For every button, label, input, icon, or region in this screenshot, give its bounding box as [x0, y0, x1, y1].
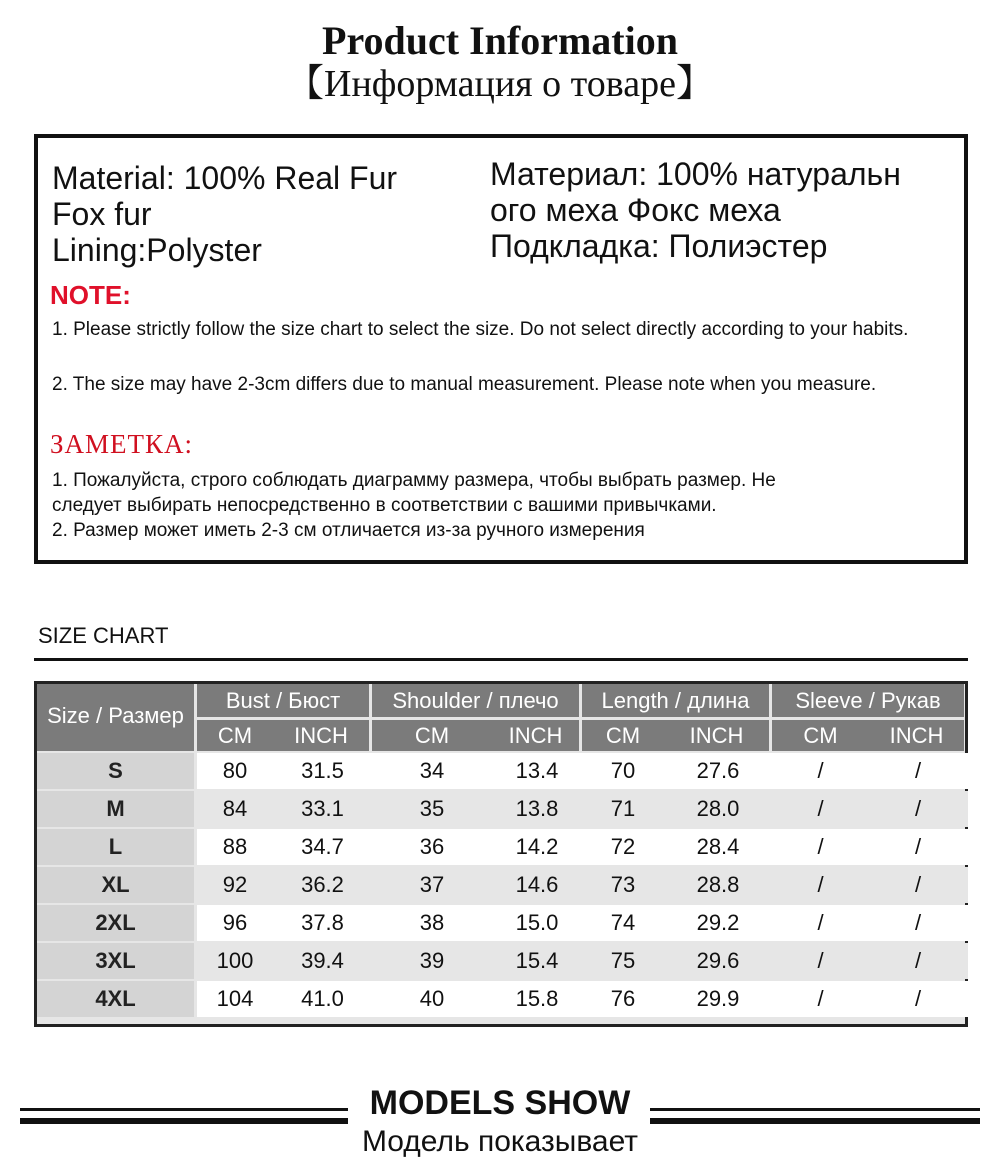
material-ru-line: Материал: 100% натуральн — [490, 156, 901, 192]
value-cell: 41.0 — [301, 986, 344, 1011]
value-cell: 33.1 — [301, 796, 344, 821]
size-cell: L — [37, 829, 194, 865]
size-cell: S — [37, 753, 194, 789]
size-cell: 2XL — [37, 905, 194, 941]
material-line — [52, 160, 397, 196]
value-cell: 74 — [610, 910, 636, 935]
value-cell: / — [817, 758, 824, 783]
value-cell: 71 — [610, 796, 636, 821]
column-group-header: Bust / Бюст — [197, 684, 369, 717]
value-cell: 36 — [419, 834, 445, 859]
value-cell: 29.6 — [696, 948, 740, 973]
value-cell: 13.8 — [515, 796, 559, 821]
product-info-box — [34, 134, 968, 564]
material-line — [52, 196, 397, 232]
value-cell: / — [914, 872, 922, 897]
unit-header: CM — [197, 720, 273, 751]
unit-header: CM — [772, 720, 869, 751]
value-cell: 14.2 — [515, 834, 559, 859]
material-label: Material — [52, 160, 166, 196]
value-cell: / — [817, 986, 824, 1011]
value-cell: / — [914, 758, 922, 783]
value-cell: 80 — [222, 758, 248, 783]
size-cell: 4XL — [37, 981, 194, 1017]
size-chart-title: SIZE CHART — [38, 623, 169, 648]
note-item-2: 2. The size may have 2-3cm differs due to manual measurement. Please note when you measure. — [52, 374, 877, 395]
unit-header: INCH — [492, 720, 579, 751]
size-cell: M — [37, 791, 194, 827]
value-cell: / — [914, 948, 922, 973]
value-cell: 28.4 — [696, 834, 740, 859]
size-chart-table — [34, 681, 968, 1027]
value-cell: 15.8 — [515, 986, 559, 1011]
value-cell: 35 — [419, 796, 445, 821]
page-title: Product Information — [322, 18, 678, 63]
value-cell: 13.4 — [515, 758, 559, 783]
value-cell: 76 — [610, 986, 636, 1011]
value-cell: 31.5 — [301, 758, 344, 783]
unit-header: INCH — [869, 720, 964, 751]
value-cell: 15.0 — [515, 910, 559, 935]
value-cell: / — [914, 796, 922, 821]
value-cell: 28.0 — [696, 796, 740, 821]
value-cell: / — [817, 872, 824, 897]
value-cell: 75 — [610, 948, 636, 973]
column-group-header: Shoulder / плечо — [372, 684, 579, 717]
note-ru-title: ЗАМЕТКА: — [50, 429, 194, 459]
value-cell: 88 — [222, 834, 248, 859]
value-cell: 84 — [222, 796, 248, 821]
note-ru — [52, 468, 952, 543]
value-cell: 34.7 — [301, 834, 344, 859]
value-cell: 15.4 — [515, 948, 559, 973]
value-cell: 40 — [419, 986, 445, 1011]
value-cell: 104 — [216, 986, 254, 1011]
size-cell: XL — [37, 867, 194, 903]
size-cell: 3XL — [37, 943, 194, 979]
material-ru — [490, 156, 950, 264]
value-cell: 14.6 — [515, 872, 559, 897]
value-cell: 73 — [610, 872, 636, 897]
value-cell: 36.2 — [301, 872, 344, 897]
value-cell: 28.8 — [696, 872, 740, 897]
lining-ru-line: Подкладка: Полиэстер — [490, 228, 828, 264]
value-cell: 70 — [610, 758, 636, 783]
value-cell: / — [914, 986, 922, 1011]
unit-header: CM — [582, 720, 664, 751]
lining-line — [52, 232, 397, 268]
note-ru-line: 1. Пожалуйста, строго соблюдать диаграмму размера, чтобы выбрать размер. Не — [52, 470, 776, 491]
note-ru-line: следует выбирать непосредственно в соответствии с вашими привычками. — [52, 495, 717, 516]
material-value: : 100% Real Fur — [165, 160, 398, 196]
material-ru-line: ого меха Фокс меха — [490, 192, 781, 228]
lining-label: Lining — [52, 232, 138, 268]
value-cell: 37 — [419, 872, 445, 897]
column-group-header: Length / длина — [582, 684, 769, 717]
unit-header: INCH — [273, 720, 369, 751]
note-ru-line: 2. Размер может иметь 2-3 см отличается из-за ручного измерения — [52, 520, 645, 541]
value-cell: 37.8 — [301, 910, 344, 935]
value-cell: / — [817, 796, 824, 821]
value-cell: / — [914, 910, 922, 935]
value-cell: 38 — [419, 910, 445, 935]
size-header: Size / Размер — [37, 684, 194, 751]
unit-header: INCH — [664, 720, 769, 751]
divider — [34, 658, 968, 661]
value-cell: 96 — [222, 910, 248, 935]
column-group-header: Sleeve / Рукав — [772, 684, 964, 717]
material-en — [52, 160, 397, 268]
value-cell: 34 — [419, 758, 445, 783]
value-cell: / — [914, 834, 922, 859]
page-title-ru: 【Информация о товаре】 — [286, 63, 714, 105]
models-show-subtitle: Модель показывает — [361, 1125, 639, 1158]
value-cell: 72 — [610, 834, 636, 859]
note-title: NOTE: — [50, 280, 131, 310]
note-item-1: 1. Please strictly follow the size chart to select the size. Do not select directly according to your habits. — [52, 319, 909, 340]
models-show-title: MODELS SHOW — [369, 1084, 631, 1122]
material-value: Fox fur — [52, 196, 152, 232]
value-cell: 27.6 — [696, 758, 740, 783]
value-cell: / — [817, 834, 824, 859]
value-cell: 29.2 — [696, 910, 740, 935]
value-cell: 39.4 — [301, 948, 344, 973]
value-cell: 39 — [419, 948, 445, 973]
value-cell: 100 — [216, 948, 254, 973]
unit-header: CM — [372, 720, 492, 751]
value-cell: 92 — [222, 872, 248, 897]
lining-value: :Polyster — [137, 232, 262, 268]
value-cell: / — [817, 948, 824, 973]
value-cell: / — [817, 910, 824, 935]
value-cell: 29.9 — [696, 986, 740, 1011]
